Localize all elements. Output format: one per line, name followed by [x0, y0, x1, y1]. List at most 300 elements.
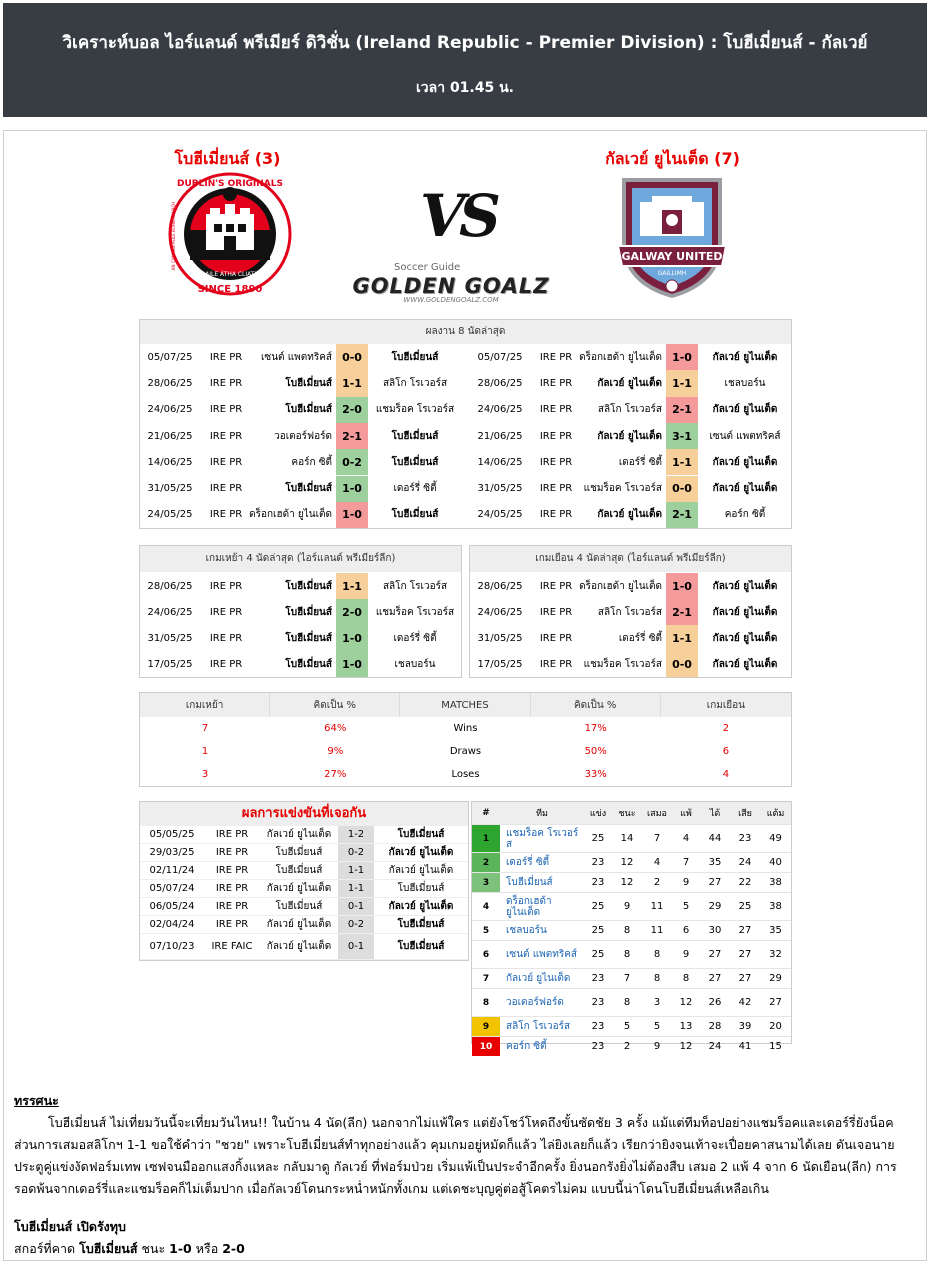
- h2h-away: กัลเวย์ ยูไนเต็ด: [388, 847, 454, 858]
- standings-l: 4: [682, 833, 690, 844]
- standings-l: 13: [679, 1021, 693, 1032]
- match-row: [470, 476, 792, 502]
- standings-f: 27: [708, 973, 722, 984]
- standings-a: 41: [738, 1041, 752, 1052]
- home-team-logo: [168, 172, 292, 300]
- match-league: IRE PR: [209, 509, 243, 521]
- standings-team: เดอร์รี่ ซิตี้: [506, 857, 550, 868]
- standings-w: 5: [623, 1021, 631, 1032]
- match-score: 1-0: [666, 573, 698, 599]
- h2h-rows: [140, 826, 468, 960]
- standings-a: 27: [738, 973, 752, 984]
- stats-hp: 64%: [324, 723, 347, 734]
- standings-pts: 38: [769, 877, 782, 888]
- standings-header-cell: แต้ม: [766, 809, 785, 819]
- match-league: IRE PR: [209, 658, 243, 670]
- standings-team: เซนต์ แพตทริคส์: [506, 949, 578, 960]
- standings-row: [472, 1016, 791, 1036]
- away-team: กัลเวย์ ยูไนเต็ด: [712, 606, 778, 618]
- standings-pos: 1: [472, 825, 500, 852]
- match-date: 24/06/25: [477, 404, 523, 416]
- analysis-body: โบฮีเมี่ยนส์ ไม่เที่ยมวันนี้จะเที่ยมวันไหน!! ในบ้าน 4 นัด(ลีก) นอกจากไม่แพ้ใคร แต่ยังโชว์โหดถึงขั้นซัดชัย 3 ครั้ง แม้แต่ทีมท็อปอย่างแชมร็อคและเดอร์รี่ยังน็อค ส่วนการเสมอสลิโกฯ 1-1 ขอใช้คำว่า "ชวย" เพราะโบฮีเมี่ยนส์ทำทุกอย่างแล้ว คุมเกมอยู่หมัดก็แล้ว ไล่ยิงเลยก็แล้ว เรียกว่ายิงจนเท้าจะเปื่อยคาสนามได้เลย ดันเจอนายประตูคู่แข่งงัดฟอร์มเทพ เซฟจนมืออกแสงกิ้งแหละ กลับมาดู กัลเวย์ ที่ฟอร์มป่วย เริ่มแพ้เป็นประจำอีกครั้ง ยิ่งนอกรังยิ่งไม่ต้องสืบ เสมอ 2 แพ้ 4 จาก 6 นัดเยือน(ลีก) การรอดพ้นจากเดอร์รี่และแชมร็อคก็ไม่เต็มปาก เมื่อกัลเวย์โดนกระหน่ำหนักทั้งเกม แต่เดชะบุญคู่ต่อสู้โคตรไม่คม แบบนี้น่าโดนโบฮีเมี่ยนส์เหลือเกิน: [14, 1115, 897, 1196]
- standings-row: [472, 1036, 791, 1056]
- h2h-away: กัลเวย์ ยูไนเต็ด: [388, 901, 454, 912]
- away-team: โบฮีเมี่ยนส์: [391, 456, 439, 468]
- match-date: 24/06/25: [147, 606, 193, 618]
- standings-f: 27: [708, 949, 722, 960]
- home-team: โบฮีเมี่ยนส์: [285, 580, 332, 592]
- h2h-panel: [139, 801, 469, 961]
- match-score: 1-0: [666, 344, 698, 370]
- standings-d: 11: [650, 901, 664, 912]
- home-logo-bottom-text: SINCE 1890: [197, 284, 263, 295]
- standings-pos: 7: [482, 973, 490, 984]
- match-score: 2-0: [336, 397, 368, 423]
- standings-header-cell: #: [482, 808, 490, 818]
- h2h-score: 1-1: [338, 880, 374, 897]
- home-team: แชมร็อค โรเวอร์ส: [583, 658, 662, 670]
- home-team: โบฮีเมี่ยนส์: [285, 658, 332, 670]
- match-date: 14/06/25: [477, 456, 523, 468]
- standings-w: 8: [623, 949, 631, 960]
- h2h-row: [140, 844, 468, 862]
- standings-p: 23: [591, 1021, 605, 1032]
- standings-team: สลิโก โรเวอร์ส: [506, 1021, 571, 1032]
- match-score: 1-1: [336, 370, 368, 396]
- h2h-home: โบฮีเมี่ยนส์: [275, 901, 323, 912]
- standings-f: 29: [708, 901, 722, 912]
- h2h-row: [140, 880, 468, 898]
- match-league: IRE PR: [539, 430, 573, 442]
- stats-ap: 33%: [584, 769, 607, 780]
- match-row: [470, 599, 792, 625]
- stats-an: 6: [722, 746, 730, 757]
- match-row: [470, 625, 792, 651]
- match-score: 0-0: [666, 651, 698, 677]
- standings-pos: 10: [472, 1037, 500, 1056]
- stats-rows: [140, 717, 791, 787]
- standings-a: 27: [738, 925, 752, 936]
- standings-a: 22: [738, 877, 752, 888]
- page-header: [3, 3, 927, 117]
- h2h-score: 1-1: [338, 862, 374, 879]
- standings-p: 23: [591, 997, 605, 1008]
- standings-p: 25: [591, 901, 605, 912]
- home-team: คอร์ก ซิตี้: [291, 456, 332, 468]
- match-row: [140, 344, 462, 370]
- standings-team: คอร์ก ซิตี้: [506, 1041, 547, 1052]
- match-score: 1-0: [336, 502, 368, 528]
- match-league: IRE PR: [209, 632, 243, 644]
- standings-team: วอเตอร์ฟอร์ด: [506, 997, 564, 1008]
- h2h-score: 0-1: [338, 898, 374, 915]
- away-team: เดอร์รี่ ซิตี้: [393, 632, 437, 644]
- h2h-date: 29/03/25: [149, 847, 195, 858]
- match-date: 17/05/25: [477, 658, 523, 670]
- match-date: 31/05/25: [477, 632, 523, 644]
- predicted-score-2: 2-0: [222, 1241, 245, 1256]
- match-row: [470, 449, 792, 475]
- standings-header-cell: ทีม: [536, 809, 548, 819]
- standings-l: 5: [682, 901, 690, 912]
- match-score: 2-0: [336, 599, 368, 625]
- standings-d: 7: [653, 833, 661, 844]
- match-league: IRE PR: [539, 351, 573, 363]
- match-date: 28/06/25: [477, 377, 523, 389]
- analysis-pick: โบฮีเมี่ยนส์ เปิดรังทุบ: [14, 1219, 126, 1234]
- h2h-date: 07/10/23: [149, 941, 195, 952]
- match-score: 2-1: [336, 423, 368, 449]
- match-score: 1-0: [336, 476, 368, 502]
- predicted-score-or: หรือ: [195, 1241, 219, 1256]
- standings-a: 24: [738, 857, 752, 868]
- match-league: IRE PR: [209, 606, 243, 618]
- standings-row: [472, 940, 791, 968]
- standings-w: 9: [623, 901, 631, 912]
- match-score: 1-1: [666, 370, 698, 396]
- standings-f: 24: [708, 1041, 722, 1052]
- match-row: [470, 502, 792, 528]
- match-date: 28/06/25: [477, 580, 523, 592]
- standings-p: 23: [591, 857, 605, 868]
- away-team: เชลบอร์น: [724, 377, 766, 389]
- match-date: 05/07/25: [477, 351, 523, 363]
- match-score: 2-1: [666, 397, 698, 423]
- h2h-title: ผลการแข่งขันที่เจอกัน: [140, 802, 468, 826]
- away-logo-name: GALWAY UNITED: [621, 250, 723, 263]
- match-league: IRE PR: [209, 456, 243, 468]
- standings-p: 25: [591, 833, 605, 844]
- standings-pts: 20: [769, 1021, 782, 1032]
- home-logo-top-text: DUBLIN'S ORIGINALS: [176, 179, 284, 189]
- standings-d: 9: [653, 1041, 661, 1052]
- match-league: IRE PR: [209, 377, 243, 389]
- match-row: [140, 476, 462, 502]
- away-logo-sub: GAILLIMH: [657, 270, 687, 277]
- standings-p: 25: [591, 925, 605, 936]
- h2h-date: 02/04/24: [149, 919, 195, 930]
- away-team: สลิโก โรเวอร์ส: [382, 377, 448, 389]
- home-team: โบฮีเมี่ยนส์: [285, 632, 332, 644]
- standings-table: [471, 801, 792, 1052]
- h2h-league: IRE PR: [215, 901, 249, 912]
- last4-home-list: [140, 573, 462, 677]
- predicted-score-mid: ชนะ: [141, 1241, 166, 1256]
- standings-header-cell: ชนะ: [618, 809, 636, 819]
- stats-row: [140, 763, 791, 786]
- versus-mark: VS: [420, 182, 495, 250]
- home-team: โบฮีเมี่ยนส์: [285, 377, 332, 389]
- match-score: 1-0: [336, 625, 368, 651]
- standings-pos: 9: [472, 1017, 500, 1036]
- match-row: [470, 423, 792, 449]
- away-team-logo: [614, 172, 730, 300]
- match-league: IRE PR: [539, 377, 573, 389]
- match-score: 1-1: [666, 625, 698, 651]
- standings-d: 8: [653, 973, 661, 984]
- standings-l: 9: [682, 877, 690, 888]
- match-row: [470, 397, 792, 423]
- match-league: IRE PR: [539, 580, 573, 592]
- standings-f: 30: [708, 925, 722, 936]
- stats-hn: 7: [201, 723, 209, 734]
- standings-d: 3: [653, 997, 661, 1008]
- h2h-away: โบฮีเมี่ยนส์: [397, 883, 445, 894]
- standings-pts: 32: [769, 949, 782, 960]
- h2h-date: 06/05/24: [149, 901, 195, 912]
- standings-pts: 40: [769, 857, 782, 868]
- home-team: โบฮีเมี่ยนส์: [285, 606, 332, 618]
- standings-a: 23: [738, 833, 752, 844]
- home-team: กัลเวย์ ยูไนเต็ด: [597, 430, 662, 442]
- golden-goalz-logo: [334, 258, 568, 304]
- match-league: IRE PR: [539, 658, 573, 670]
- home-team: ดร็อกเฮด้า ยูไนเต็ด: [579, 580, 662, 592]
- standings-a: 42: [738, 997, 752, 1008]
- match-row: [470, 344, 792, 370]
- home-team: เดอร์รี่ ซิตี้: [618, 456, 662, 468]
- h2h-league: IRE PR: [215, 829, 249, 840]
- stats-header-cell: คิดเป็น %: [531, 693, 661, 717]
- match-date: 24/05/25: [147, 509, 193, 521]
- standings-l: 6: [682, 925, 690, 936]
- match-row: [140, 502, 462, 528]
- predicted-score-prefix: สกอร์ที่คาด: [14, 1241, 76, 1256]
- standings-pos: 6: [482, 949, 490, 960]
- h2h-league: IRE PR: [215, 883, 249, 894]
- h2h-away: โบฮีเมี่ยนส์: [397, 941, 445, 952]
- h2h-score: 0-1: [338, 934, 374, 959]
- standings-f: 44: [708, 833, 722, 844]
- h2h-league: IRE PR: [215, 847, 249, 858]
- h2h-score: 0-2: [338, 844, 374, 861]
- match-date: 31/05/25: [477, 483, 523, 495]
- standings-pts: 27: [769, 997, 782, 1008]
- standings-l: 12: [679, 1041, 693, 1052]
- standings-f: 35: [708, 857, 722, 868]
- h2h-row: [140, 898, 468, 916]
- standings-header-cell: เสีย: [738, 809, 752, 819]
- home-team: เซนต์ แพตทริคส์: [260, 351, 332, 363]
- last4-away-list: [470, 573, 792, 677]
- match-row: [140, 397, 462, 423]
- h2h-home: กัลเวย์ ยูไนเต็ด: [266, 829, 332, 840]
- stats-header-cell: คิดเป็น %: [270, 693, 400, 717]
- standings-row: [472, 824, 791, 852]
- stats-an: 2: [722, 723, 730, 734]
- match-date: 21/06/25: [147, 430, 193, 442]
- match-row: [140, 423, 462, 449]
- away-team: กัลเวย์ ยูไนเต็ด: [712, 632, 778, 644]
- standings-f: 27: [708, 877, 722, 888]
- stats-ap: 50%: [584, 746, 607, 757]
- match-league: IRE PR: [209, 430, 243, 442]
- match-score: 0-0: [336, 344, 368, 370]
- standings-d: 2: [653, 877, 661, 888]
- away-team: โบฮีเมี่ยนส์: [391, 351, 439, 363]
- predicted-score-1: 1-0: [169, 1241, 192, 1256]
- match-row: [470, 651, 792, 677]
- match-row: [140, 370, 462, 396]
- standings-team: เชลบอร์น: [506, 925, 547, 936]
- match-score: 1-0: [336, 651, 368, 677]
- h2h-score: 0-2: [338, 916, 374, 933]
- away-team: เซนต์ แพตทริคส์: [709, 430, 781, 442]
- match-league: IRE PR: [209, 351, 243, 363]
- brand-line3: WWW.GOLDENGOALZ.COM: [403, 296, 499, 304]
- h2h-row: [140, 934, 468, 960]
- h2h-home: โบฮีเมี่ยนส์: [275, 865, 323, 876]
- standings-team: กัลเวย์ ยูไนเต็ด: [506, 973, 571, 984]
- match-date: 24/06/25: [147, 404, 193, 416]
- home-team: โบฮีเมี่ยนส์: [285, 404, 332, 416]
- predicted-score-team: โบฮีเมี่ยนส์: [79, 1241, 138, 1256]
- standings-pts: 35: [769, 925, 782, 936]
- standings-l: 12: [679, 997, 693, 1008]
- home-team: เดอร์รี่ ซิตี้: [618, 632, 662, 644]
- away-team-name: กัลเวย์ ยูไนเต็ด (7): [605, 149, 740, 168]
- standings-pts: 29: [769, 973, 782, 984]
- home-team-name: โบฮีเมี่ยนส์ (3): [174, 149, 281, 168]
- stats-hn: 1: [201, 746, 209, 757]
- away-team: เชลบอร์น: [394, 658, 436, 670]
- standings-team: แชมร็อค โรเวอร์ส: [506, 827, 579, 850]
- match-date: 28/06/25: [147, 377, 193, 389]
- standings-pts: 15: [769, 1041, 782, 1052]
- match-score: 1-1: [666, 449, 698, 475]
- standings-w: 12: [620, 857, 634, 868]
- match-date: 28/06/25: [147, 580, 193, 592]
- standings-row: [472, 968, 791, 988]
- away-team: กัลเวย์ ยูไนเต็ด: [712, 483, 778, 495]
- standings-pos: 8: [482, 997, 490, 1008]
- standings-header-cell: เสมอ: [647, 809, 667, 819]
- h2h-row: [140, 862, 468, 880]
- standings-header-cell: แพ้: [680, 809, 692, 819]
- standings-header-cell: แข่ง: [589, 809, 607, 819]
- match-league: IRE PR: [539, 404, 573, 416]
- match-league: IRE PR: [209, 404, 243, 416]
- match-row: [140, 625, 462, 651]
- stats-header-cell: เกมเหย้า: [140, 693, 270, 717]
- standings-p: 25: [591, 949, 605, 960]
- standings-header: [472, 802, 791, 824]
- standings-a: 25: [738, 901, 752, 912]
- stats-hp: 9%: [327, 746, 344, 757]
- standings-rows: [472, 824, 791, 1052]
- away-team: คอร์ก ซิตี้: [724, 509, 766, 521]
- match-row: [140, 449, 462, 475]
- brand-line2: GOLDEN GOALZ: [352, 274, 550, 298]
- match-date: 17/05/25: [147, 658, 193, 670]
- standings-row: [472, 852, 791, 872]
- standings-row: [472, 988, 791, 1016]
- away-team: กัลเวย์ ยูไนเต็ด: [712, 404, 778, 416]
- home-team: แชมร็อค โรเวอร์ส: [583, 483, 662, 495]
- stats-row: [140, 740, 791, 763]
- match-score: 0-0: [666, 476, 698, 502]
- standings-d: 5: [653, 1021, 661, 1032]
- match-league: IRE PR: [539, 509, 573, 521]
- home-team: สลิโก โรเวอร์ส: [597, 606, 662, 618]
- predicted-score: [14, 1238, 918, 1260]
- standings-pos: 4: [482, 901, 490, 912]
- stats-hp: 27%: [324, 769, 347, 780]
- home-logo-inner-text: BAILE ÁTHA CLIATH: [201, 271, 259, 278]
- last4-away-panel: [469, 545, 792, 678]
- home-team: ดร็อกเฮด้า ยูไนเต็ด: [579, 351, 662, 363]
- home-team: กัลเวย์ ยูไนเต็ด: [597, 509, 662, 521]
- last8-title: ผลงาน 8 นัดล่าสุด: [140, 320, 791, 344]
- home-team: กัลเวย์ ยูไนเต็ด: [597, 377, 662, 389]
- standings-d: 8: [653, 949, 661, 960]
- standings-header-cell: ได้: [709, 809, 721, 819]
- brand-line1: Soccer Guide: [394, 262, 461, 273]
- standings-w: 14: [620, 833, 634, 844]
- standings-pos: 2: [472, 853, 500, 872]
- standings-pos: 5: [482, 925, 490, 936]
- match-score: 2-1: [666, 502, 698, 528]
- match-date: 24/06/25: [477, 606, 523, 618]
- h2h-score: 1-2: [338, 826, 374, 843]
- h2h-away: กัลเวย์ ยูไนเต็ด: [388, 865, 454, 876]
- kickoff-time: เวลา 01.45 น.: [415, 80, 514, 96]
- home-team: สลิโก โรเวอร์ส: [597, 404, 662, 416]
- standings-p: 23: [591, 877, 605, 888]
- match-score: 0-2: [336, 449, 368, 475]
- home-team: วอเตอร์ฟอร์ด: [274, 430, 332, 442]
- standings-w: 2: [623, 1041, 631, 1052]
- stats-header: [140, 693, 791, 717]
- analysis-heading: ทรรศนะ: [14, 1093, 59, 1108]
- standings-w: 7: [623, 973, 631, 984]
- standings-w: 8: [623, 997, 631, 1008]
- standings-p: 23: [591, 1041, 605, 1052]
- match-row: [140, 573, 462, 599]
- away-team: กัลเวย์ ยูไนเต็ด: [712, 456, 778, 468]
- match-league: IRE PR: [539, 456, 573, 468]
- match-row: [140, 599, 462, 625]
- standings-p: 23: [591, 973, 605, 984]
- standings-pos: 3: [472, 873, 500, 892]
- h2h-home: กัลเวย์ ยูไนเต็ด: [266, 883, 332, 894]
- last4-home-panel: [139, 545, 462, 678]
- stats-header-cell: เกมเยือน: [706, 699, 745, 711]
- match-score: 1-1: [336, 573, 368, 599]
- match-date: 24/05/25: [477, 509, 523, 521]
- match-league: IRE PR: [539, 606, 573, 618]
- standings-a: 27: [738, 949, 752, 960]
- last4-home-title: เกมเหย้า 4 นัดล่าสุด (ไอร์แลนด์ พรีเมียร์ลีก): [140, 546, 461, 572]
- away-team: เดอร์รี่ ซิตี้: [393, 483, 437, 495]
- standings-team: ดร็อกเฮด้า ยูไนเต็ด: [506, 895, 552, 918]
- match-league: IRE PR: [209, 580, 243, 592]
- h2h-row: [140, 826, 468, 844]
- match-date: 31/05/25: [147, 632, 193, 644]
- match-date: 14/06/25: [147, 456, 193, 468]
- h2h-away: โบฮีเมี่ยนส์: [397, 919, 445, 930]
- standings-w: 12: [620, 877, 634, 888]
- home-team: โบฮีเมี่ยนส์: [285, 483, 332, 495]
- stats-hn: 3: [201, 769, 209, 780]
- last4-away-title: เกมเยือน 4 นัดล่าสุด (ไอร์แลนด์ พรีเมียร์ลีก): [470, 546, 791, 572]
- away-team: สลิโก โรเวอร์ส: [382, 580, 448, 592]
- last8-panel: [139, 319, 792, 529]
- stats-label: Loses: [451, 769, 480, 780]
- last8-home-list: [140, 344, 462, 528]
- standings-a: 39: [738, 1021, 752, 1032]
- match-score: 2-1: [666, 599, 698, 625]
